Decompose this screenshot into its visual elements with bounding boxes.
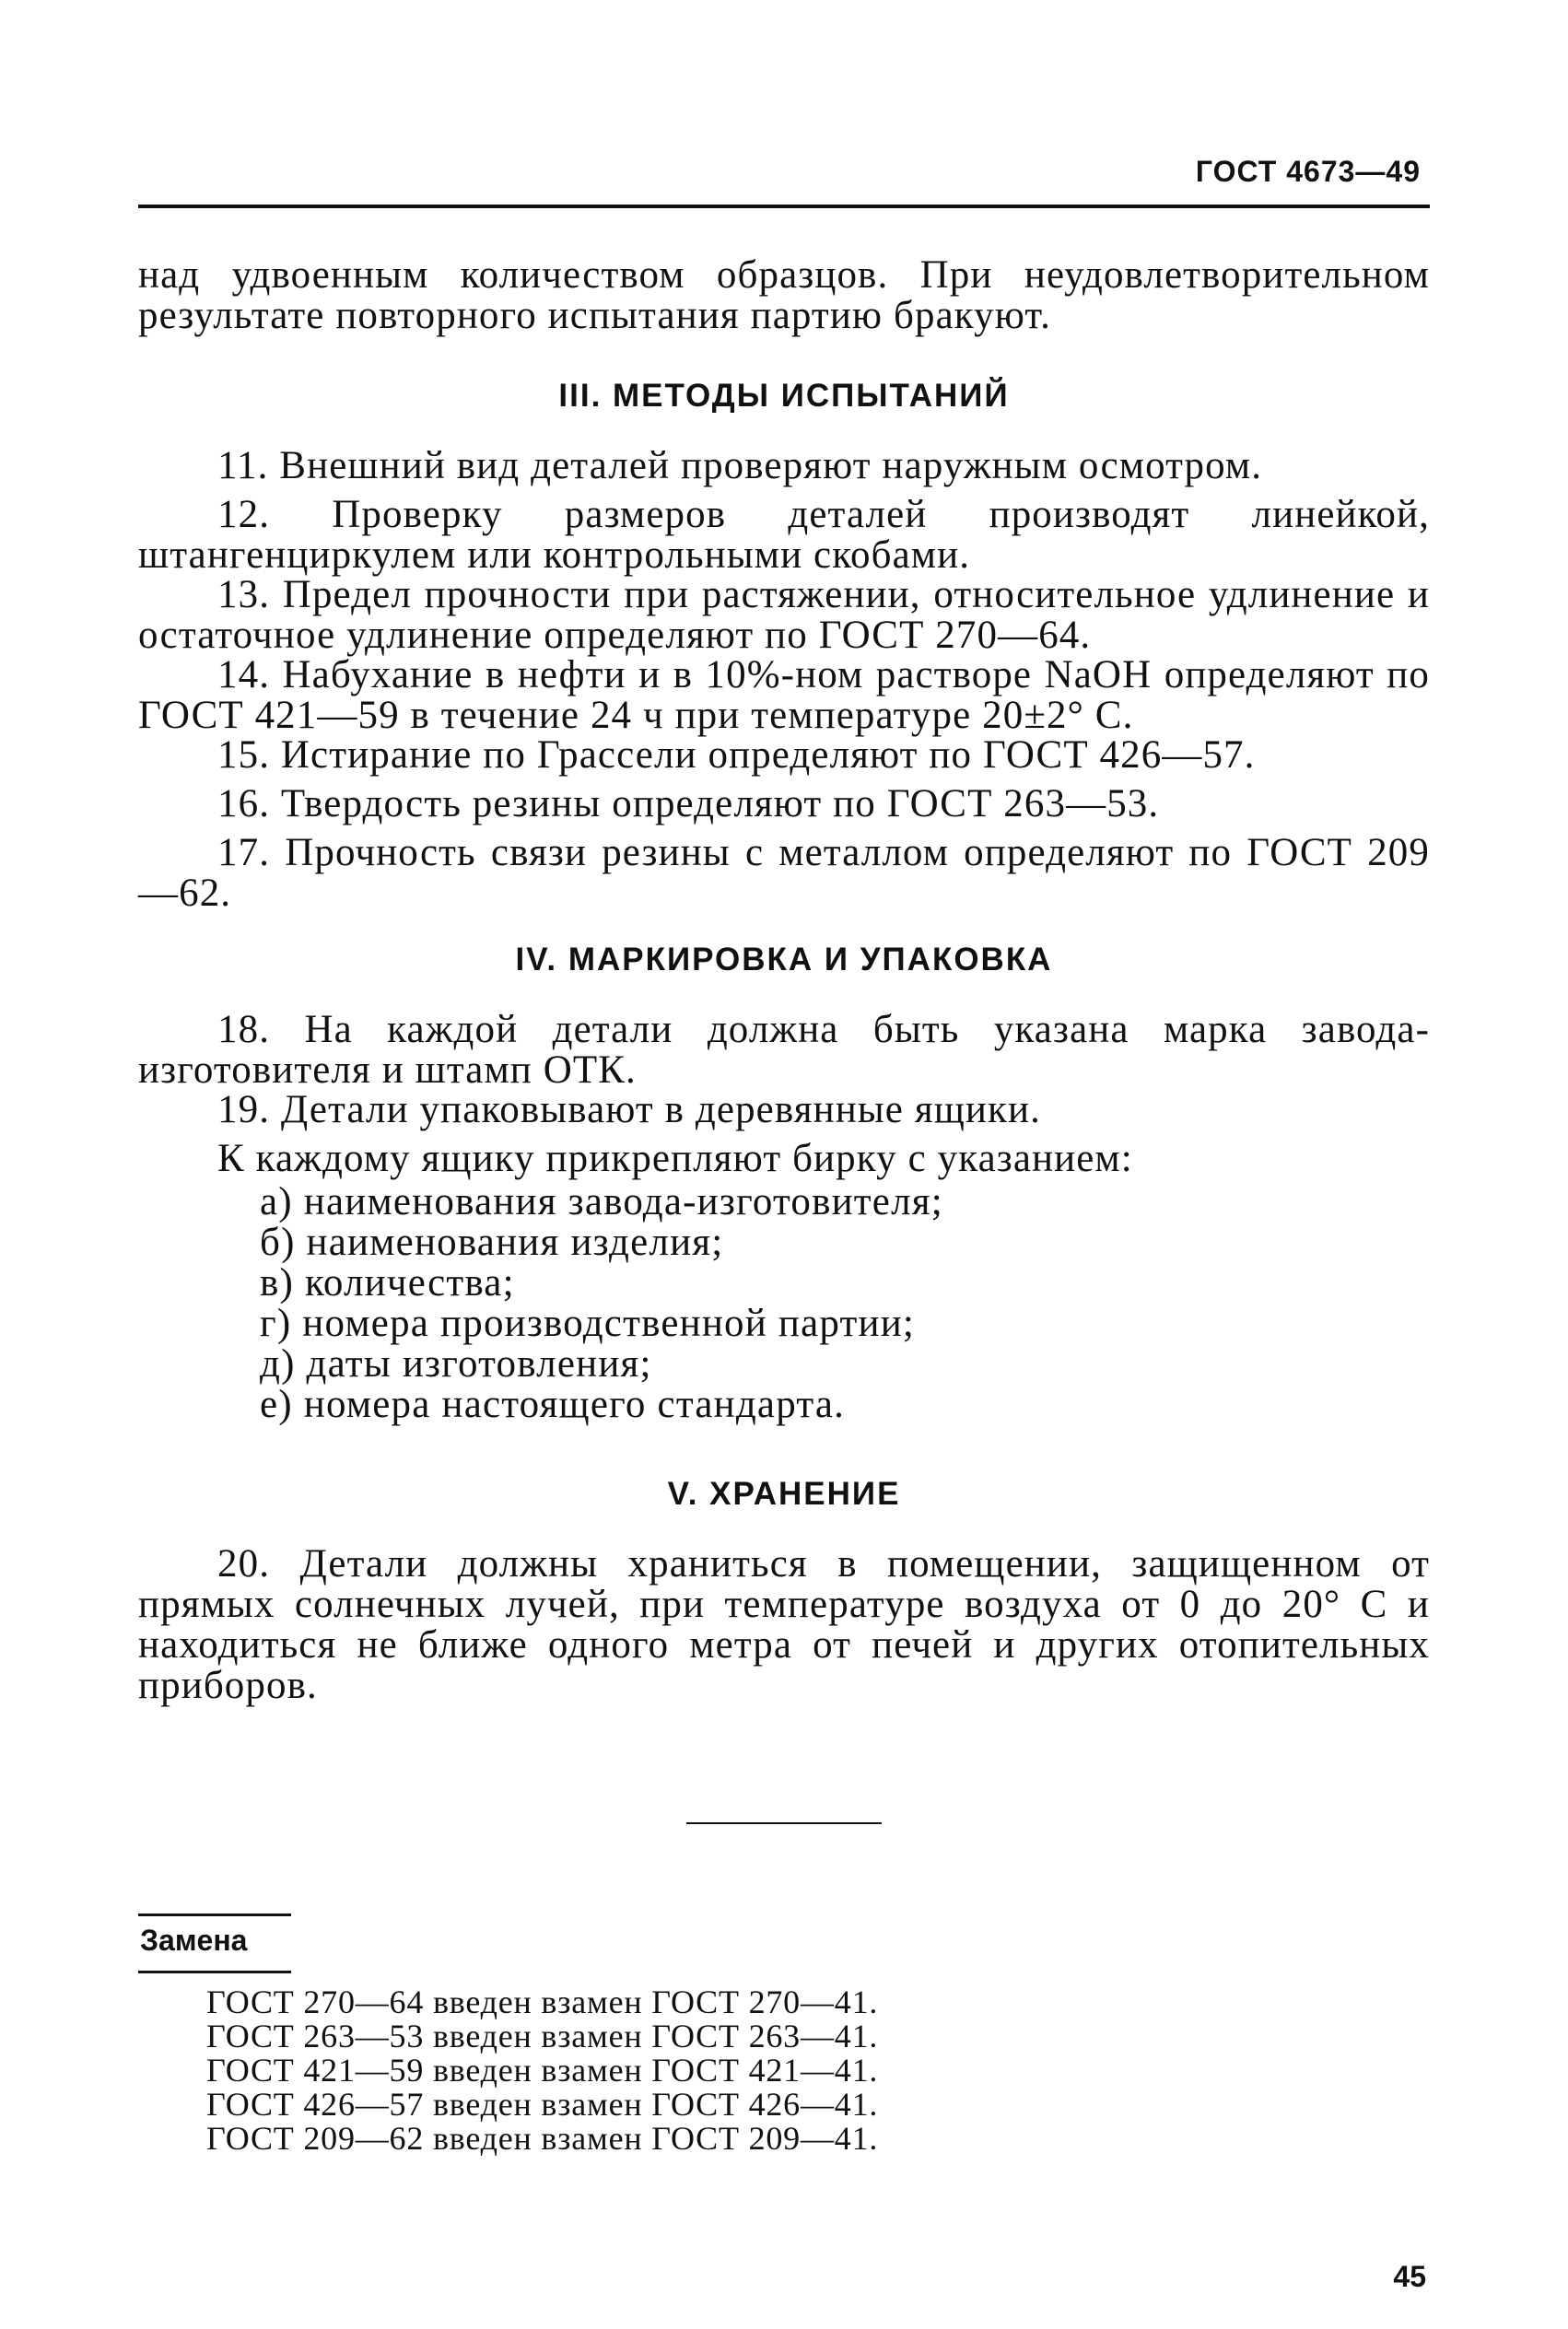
page-number: 45 (1393, 2260, 1426, 2293)
item-16: 16. Твердость резины определяют по ГОСТ 263—53. (217, 782, 1160, 825)
section-3-heading: III. МЕТОДЫ ИСПЫТАНИЙ (558, 378, 1010, 414)
tag-list-item-b: б) наименования изделия; (260, 1221, 724, 1264)
tag-list-item-c: в) количества; (260, 1261, 515, 1305)
item-15: 15. Истирание по Грассели определяют по ГОСТ 426—57. (217, 733, 1256, 777)
header-rule (138, 205, 1430, 208)
item-12: 12. Проверку размеров деталей производят линейкой, штангенциркулем или контрольными скобами. (138, 493, 1430, 577)
footnote-rule-top (138, 1914, 291, 1916)
item-11: 11. Внешний вид деталей проверяют наружным осмотром. (217, 444, 1263, 487)
section-4-heading: IV. МАРКИРОВКА И УПАКОВКА (515, 942, 1053, 977)
section-end-rule (686, 1822, 882, 1824)
tag-intro: К каждому ящику прикрепляют бирку с указанием: (217, 1137, 1133, 1180)
intro-paragraph: над удвоенным количеством образцов. При неудовлетворительном результате повторного испытания партию бракуют. (138, 253, 1430, 337)
item-18: 18. На каждой детали должна быть указана марка завода-изготовителя и штамп ОТК. (138, 1008, 1430, 1092)
item-13: 13. Предел прочности при растяжении, относительное удлинение и остаточное удлинение определяют по ГОСТ 270—64. (138, 573, 1430, 657)
standard-number: ГОСТ 4673—49 (1195, 155, 1421, 188)
item-14: 14. Набухание в нефти и в 10%-ном растворе NaOH определяют по ГОСТ 421—59 в течение 24 ч при температуре 20±2° С. (138, 653, 1430, 737)
item-19: 19. Детали упаковывают в деревянные ящики. (217, 1088, 1041, 1131)
section-5-heading: V. ХРАНЕНИЕ (667, 1476, 901, 1512)
tag-list-item-a: а) наименования завода-изготовителя; (260, 1180, 943, 1223)
tag-list-item-d: г) номера производственной партии; (260, 1302, 916, 1345)
tag-list-item-e: д) даты изготовления; (260, 1342, 652, 1386)
item-20: 20. Детали должны храниться в помещении, защищенном от прямых солнечных лучей, при температуре воздуха от 0 до 20° С и находиться не ближе одного метра от печей и других отопительных приборов. (138, 1542, 1430, 1707)
tag-list-item-f: е) номера настоящего стандарта. (260, 1383, 846, 1426)
footnote-rule-bottom (138, 1971, 291, 1973)
footnote-line: ГОСТ 421—59 введен взамен ГОСТ 421—41. (206, 2052, 879, 2089)
footnote-title: Замена (140, 1924, 248, 1957)
footnote-line: ГОСТ 209—62 введен взамен ГОСТ 209—41. (206, 2120, 879, 2157)
footnote-line: ГОСТ 270—64 введен взамен ГОСТ 270—41. (206, 1984, 879, 2020)
item-17: 17. Прочность связи резины с металлом определяют по ГОСТ 209—62. (138, 831, 1430, 915)
footnote-line: ГОСТ 263—53 введен взамен ГОСТ 263—41. (206, 2018, 879, 2054)
footnote-line: ГОСТ 426—57 введен взамен ГОСТ 426—41. (206, 2086, 879, 2123)
